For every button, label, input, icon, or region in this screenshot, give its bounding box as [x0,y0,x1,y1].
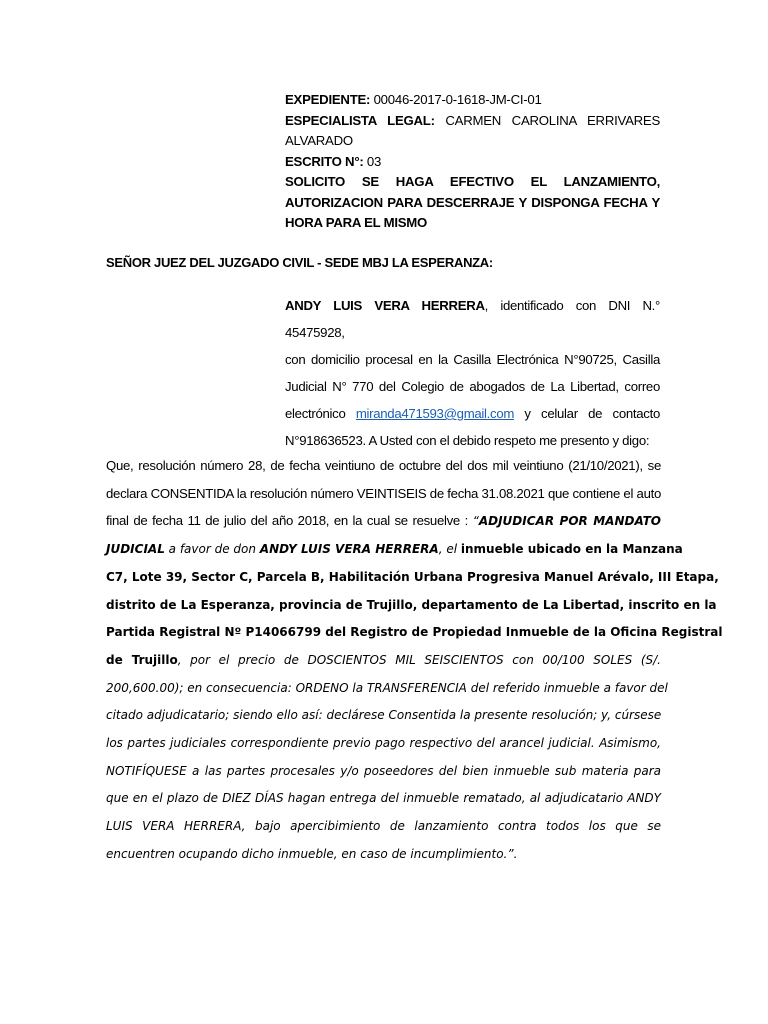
intro-row-4-pre: electrónico [285,406,346,421]
intro-row-2: con domicilio procesal en la Casilla Electrónica N°90725, Casilla [285,352,660,367]
escrito-value: 03 [363,153,382,169]
body-row-6: distrito de La Esperanza, provincia de Trujillo, departamento de La Libertad, inscrito en la [106,597,717,612]
body-row-4-text-2: , el [438,542,461,557]
body-row-10: citado adjudicatario; siendo ello así: declárese Consentida la presente resolución; y, cúrsese [106,708,662,723]
especialista-line-2: ALVARADO [285,133,353,148]
body-row-4-emphasis: JUDICIAL [106,542,165,557]
body-row-4-bold: inmueble ubicado en la Manzana [460,542,683,557]
body-row-12: NOTIFÍQUESE a las partes procesales y/o poseedores del bien inmueble sub materia para [106,763,661,778]
email-link[interactable]: miranda471593@gmail.com [355,406,515,421]
intro-row-3: Judicial N° 770 del Colegio de abogados de La Libertad, correo [285,379,660,394]
intro-row-4 [285,400,660,427]
expediente-line [285,90,660,111]
body-row-9: 200,600.00); en consecuencia: ORDENO la TRANSFERENCIA del referido inmueble a favor del [106,680,668,695]
case-header [285,90,660,234]
especialista-label: ESPECIALISTA LEGAL: [285,112,435,128]
petitioner-name: ANDY LUIS VERA HERRERA [285,298,485,313]
body-row-15: encuentren ocupando dicho inmueble, en caso de incumplimiento.”. [106,846,518,861]
body-row-14: LUIS VERA HERRERA, bajo apercibimiento de lanzamiento contra todos los que se [106,819,661,834]
body-row-3 [106,507,661,536]
sumilla-line-3: HORA PARA EL MISMO [285,215,428,230]
body-row-3-emphasis: ADJUDICAR POR MANDATO [478,514,661,529]
intro-row-1-text: , identificado con DNI N.° 45475928, [285,298,661,340]
body-row-11: los partes judiciales correspondiente previo pago respectivo del arancel judicial. Asimismo, [106,736,661,751]
intro-paragraph [285,292,660,454]
especialista-value: CARMEN CAROLINA ERRIVARES [434,112,660,128]
body-row-5: C7, Lote 39, Sector C, Parcela B, Habilitación Urbana Progresiva Manuel Arévalo, III Etapa, [106,569,719,584]
body-row-13: que en el plazo de DIEZ DÍAS hagan entrega del inmueble rematado, al adjudicatario ANDY [106,791,661,806]
intro-row-1 [285,292,660,346]
body-row-3-text: final de fecha 11 de julio del año 2018, en la cual se resuelve : [106,513,473,529]
intro-row-4-post: y celular de contacto [524,406,660,421]
expediente-value: 00046-2017-0-1618-JM-CI-01 [370,92,542,107]
body-row-7: Partida Registral Nº P14066799 del Registro de Propiedad Inmueble de la Oficina Registral [106,625,723,640]
body-row-8 [106,647,661,675]
body-row-8-text: , por el precio de DOSCIENTOS MIL SEISCIENTOS con 00/100 SOLES (S/. [177,652,661,667]
body-row-2: declara CONSENTIDA la resolución número VEINTISEIS de fecha 31.08.2021 que contiene el auto [106,485,661,501]
body-row-4-name: ANDY LUIS VERA HERRERA [259,542,439,557]
body-row-8-bold: de Trujillo [106,652,178,667]
body-row-4 [106,536,683,564]
body-row-1: Que, resolución número 28, de fecha veintiuno de octubre del dos mil veintiuno (21/10/2021), se [106,458,661,473]
escrito-line [285,152,660,173]
expediente-label: EXPEDIENTE: [285,92,371,107]
body-row-4-text: a favor de don [164,542,260,557]
intro-row-5: N°918636523. A Usted con el debido respeto me presento y digo: [285,433,650,448]
open-quote: “ [472,514,479,529]
salutation: SEÑOR JUEZ DEL JUZGADO CIVIL - SEDE MBJ LA ESPERANZA: [106,255,493,270]
sumilla-line-2: AUTORIZACION PARA DESCERRAJE Y DISPONGA FECHA Y [285,194,660,210]
sumilla-line-1: SOLICITO SE HAGA EFECTIVO EL LANZAMIENTO, [285,174,660,189]
main-paragraph [106,452,723,869]
especialista-line [285,111,660,132]
escrito-label: ESCRITO N°: [285,153,364,169]
